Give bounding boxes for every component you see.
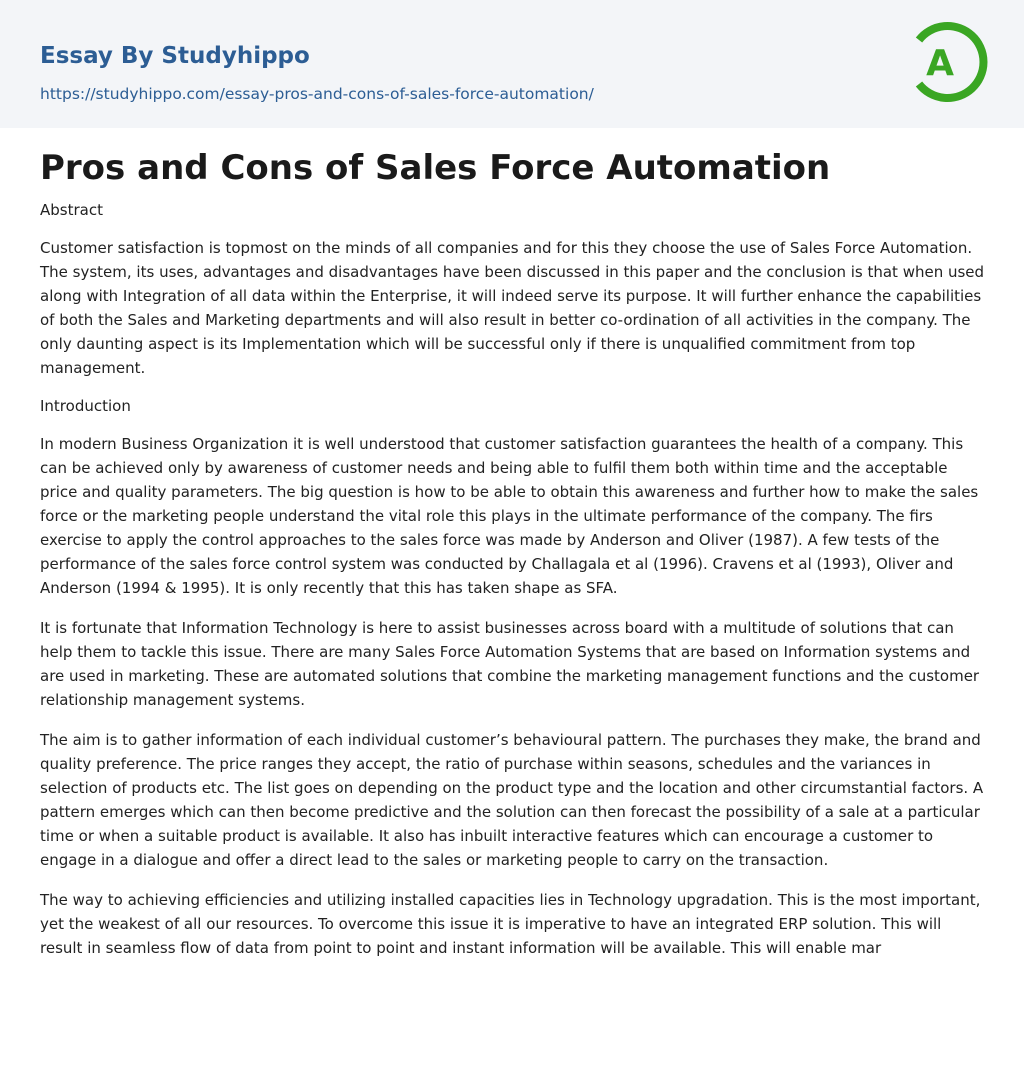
article-body [40, 146, 986, 960]
logo-letter: A [926, 43, 954, 84]
site-header [0, 0, 1024, 128]
body-paragraph: It is fortunate that Information Technology is here to assist businesses across board with a multitude of solutions that can help them to tackle this issue. There are many Sales Force Automation Systems that are based on Information systems and are used in marketing. These are automated solutions that combine the marketing management functions and the customer relationship management systems. [40, 619, 980, 709]
abstract-heading: Abstract [40, 201, 103, 219]
source-url-link[interactable]: https://studyhippo.com/essay-pros-and-cons-of-sales-force-automation/ [40, 85, 594, 103]
site-brand[interactable]: Essay By Studyhippo [40, 43, 310, 69]
body-paragraph: In modern Business Organization it is well understood that customer satisfaction guarantees the health of a company. This can be achieved only by awareness of customer needs and being able to fulfil them both within time and the acceptable price and quality parameters. The big question is how to be able to obtain this awareness and further how to make the sales force or the marketing people understand the vital role this plays in the ultimate performance of the company. The firs exercise to apply the control approaches to the sales force was made by Anderson and Oliver (1987). A few tests of the performance of the sales force control system was conducted by Challagala et al (1996). Cravens et al (1993), Oliver and Anderson (1994 & 1995). It is only recently that this has taken shape as SFA. [40, 435, 979, 597]
page-title: Pros and Cons of Sales Force Automation [40, 148, 831, 188]
body-paragraph: The aim is to gather information of each individual customer’s behavioural pattern. The purchases they make, the brand and quality preference. The price ranges they accept, the ratio of purchase within seasons, schedules and the variances in selection of products etc. The list goes on depending on the product type and the location and other circumstantial factors. A pattern emerges which can then become predictive and the solution can then forecast the possibility of a sale at a particular time or when a suitable product is available. It also has inbuilt interactive features which can encourage a customer to engage in a dialogue and offer a direct lead to the sales or marketing people to carry on the transaction. [40, 731, 984, 869]
abstract-paragraph: Customer satisfaction is topmost on the minds of all companies and for this they choose the use of Sales Force Automation. The system, its uses, advantages and disadvantages have been discussed in this paper and the conclusion is that when used along with Integration of all data within the Enterprise, it will indeed serve its purpose. It will further enhance the capabilities of both the Sales and Marketing departments and will also result in better co-ordination of all activities in the company. The only daunting aspect is its Implementation which will be successful only if there is unqualified commitment from top management. [40, 239, 985, 377]
introduction-heading: Introduction [40, 397, 131, 415]
body-paragraph: The way to achieving efficiencies and utilizing installed capacities lies in Technology upgradation. This is the most important, yet the weakest of all our resources. To overcome this issue it is imperative to have an integrated ERP solution. This will result in seamless flow of data from point to point and instant information will be available. This will enable mar [40, 891, 981, 957]
studyhippo-logo-icon[interactable] [908, 18, 988, 106]
